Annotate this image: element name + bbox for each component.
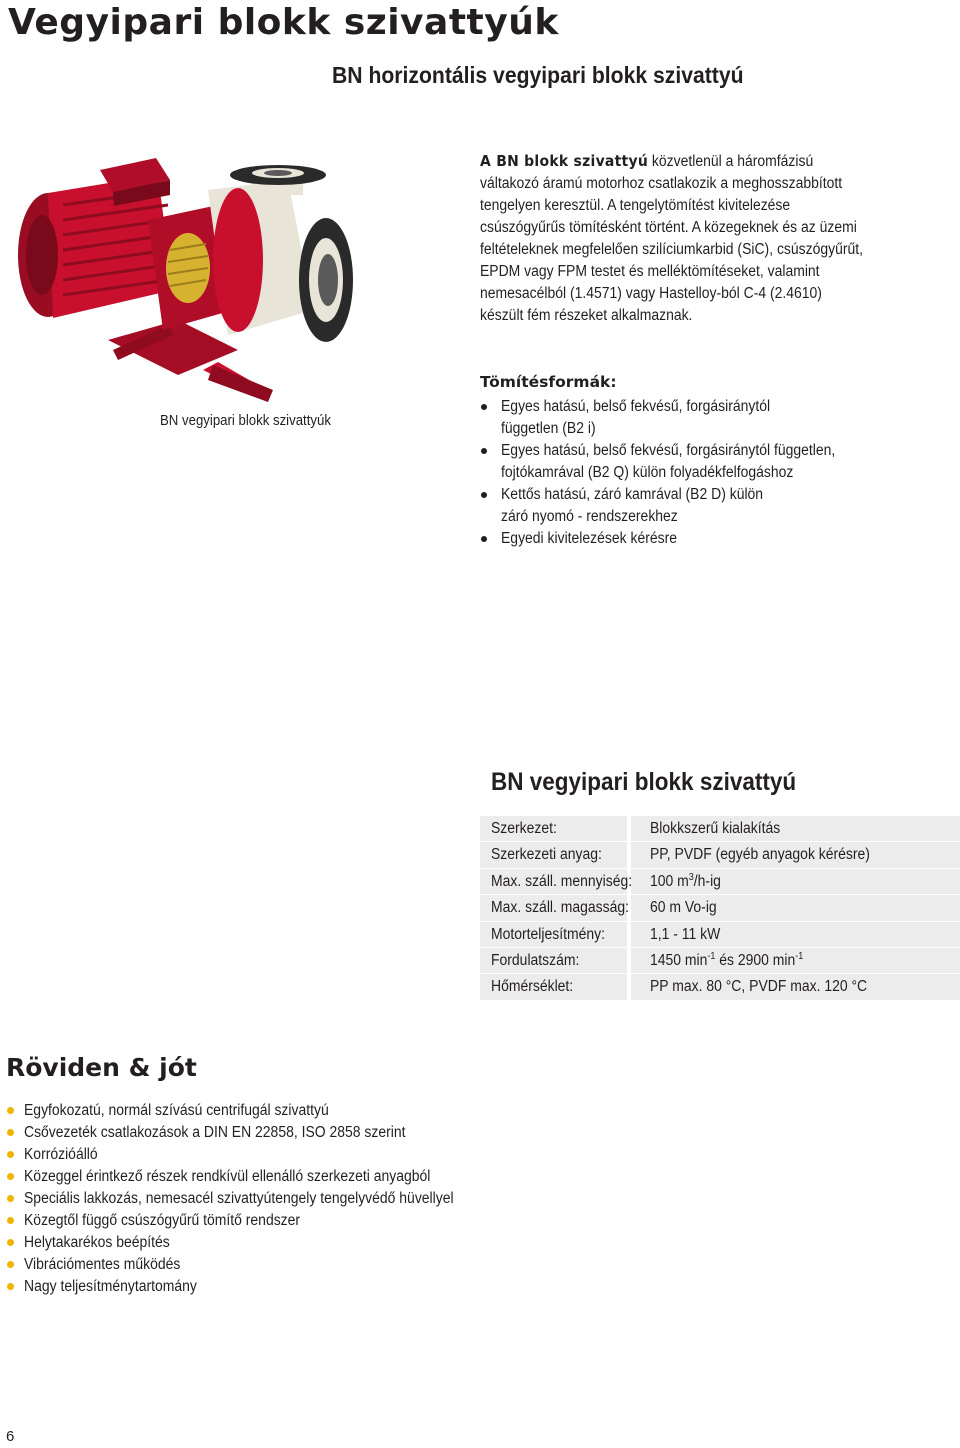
table-row bbox=[480, 842, 960, 868]
list-item-text: Egyes hatású, belső fekvésű, forgásiránytól független, bbox=[501, 442, 836, 459]
spec-value: 60 m Vo-ig bbox=[631, 895, 960, 921]
spec-table-title: BN vegyipari blokk szivattyú bbox=[491, 768, 797, 796]
list-item bbox=[480, 528, 872, 550]
spec-value: 1,1 - 11 kW bbox=[631, 922, 960, 948]
table-row bbox=[480, 948, 960, 974]
list-item: Nagy teljesítménytartomány bbox=[6, 1276, 501, 1298]
spec-value: 100 $m^3/h-ig$ bbox=[631, 869, 960, 895]
list-item-text: Egyes hatású, belső fekvésű, forgásiránytól bbox=[501, 398, 771, 415]
list-item-text: független (B2 i) bbox=[501, 420, 596, 437]
list-item: Egyfokozatú, normál szívású centrifugál szivattyú bbox=[6, 1100, 501, 1122]
list-item-text: Egyedi kivitelezések kérésre bbox=[501, 530, 678, 547]
intro-line bbox=[480, 150, 822, 173]
list-item: Vibrációmentes működés bbox=[6, 1254, 501, 1276]
intro-line: csúszógyűrűs tömítésként történt. A közegeknek és az üzemi bbox=[480, 219, 857, 236]
intro-line: váltakozó áramú motorhoz csatlakozik a meghosszabbított bbox=[480, 175, 843, 192]
list-item: Speciális lakkozás, nemesacél szivattyútengely tengelyvédő hüvellyel bbox=[6, 1188, 501, 1210]
intro-line: EPDM vagy FPM testet és melléktömítéseket, valamint bbox=[480, 263, 820, 280]
intro-paragraph bbox=[480, 150, 864, 327]
list-item: Helytakarékos beépítés bbox=[6, 1232, 501, 1254]
page-title: Vegyipari blokk szivattyúk bbox=[8, 2, 559, 43]
intro-line: tengelyen keresztül. A tengelytömítést kivitelezése bbox=[480, 197, 791, 214]
list-item-text: záró nyomó - rendszerekhez bbox=[501, 508, 678, 525]
spec-value: PP max. 80 °C, PVDF max. 120 °C bbox=[631, 974, 960, 1000]
list-item bbox=[480, 396, 872, 440]
spec-key: Max. száll. magasság: bbox=[480, 895, 627, 921]
seal-forms-heading: Tömítésformák: bbox=[480, 373, 617, 391]
list-item: Csővezeték csatlakozások a DIN EN 22858, ISO 2858 szerint bbox=[6, 1122, 501, 1144]
seal-forms-list bbox=[480, 396, 872, 550]
spec-key: Fordulatszám: bbox=[480, 948, 627, 974]
list-item: Közegtől függő csúszógyűrű tömítő rendszer bbox=[6, 1210, 501, 1232]
summary-heading: Röviden & jót bbox=[6, 1053, 197, 1082]
list-item: Korrózióálló bbox=[6, 1144, 501, 1166]
pump-illustration bbox=[8, 150, 353, 405]
brand-name: A BN blokk szivattyú bbox=[480, 152, 649, 170]
spec-table bbox=[480, 816, 960, 1001]
spec-key: Szerkezeti anyag: bbox=[480, 842, 627, 868]
table-row bbox=[480, 816, 960, 842]
list-item bbox=[480, 484, 872, 528]
summary-list bbox=[6, 1100, 501, 1298]
spec-key: Max. száll. mennyiség: bbox=[480, 869, 627, 895]
list-item-text: Kettős hatású, záró kamrával (B2 D) külön bbox=[501, 486, 764, 503]
intro-text: közvetlenül a háromfázisú bbox=[648, 153, 814, 170]
list-item bbox=[480, 440, 872, 484]
list-item: Közeggel érintkező részek rendkívül ellenálló szerkezeti anyagból bbox=[6, 1166, 501, 1188]
image-caption: BN vegyipari blokk szivattyúk bbox=[160, 412, 331, 429]
page-number: 6 bbox=[6, 1428, 15, 1445]
table-row bbox=[480, 869, 960, 895]
spec-value: PP, PVDF (egyéb anyagok kérésre) bbox=[631, 842, 960, 868]
intro-line: nemesacélból (1.4571) vagy Hastelloy-ból C-4 (2.4610) bbox=[480, 285, 822, 302]
intro-line: feltételeknek megfelelően szilíciumkarbid (SiC), csúszógyűrűt, bbox=[480, 241, 864, 258]
list-item-text: fojtókamrával (B2 Q) külön folyadékfelfogáshoz bbox=[501, 464, 794, 481]
table-row bbox=[480, 974, 960, 1000]
spec-key: Motorteljesítmény: bbox=[480, 922, 627, 948]
page-subtitle: BN horizontális vegyipari blokk szivattyú bbox=[332, 62, 744, 88]
spec-value: 1450 $\min^{-1}$ és 2900 $\min^{-1}$ bbox=[631, 948, 960, 974]
spec-key: Szerkezet: bbox=[480, 816, 627, 842]
table-row bbox=[480, 895, 960, 921]
spec-key: Hőmérséklet: bbox=[480, 974, 627, 1000]
intro-line: készült fém részeket alkalmaznak. bbox=[480, 307, 693, 324]
spec-value: Blokkszerű kialakítás bbox=[631, 816, 960, 842]
table-row bbox=[480, 922, 960, 948]
